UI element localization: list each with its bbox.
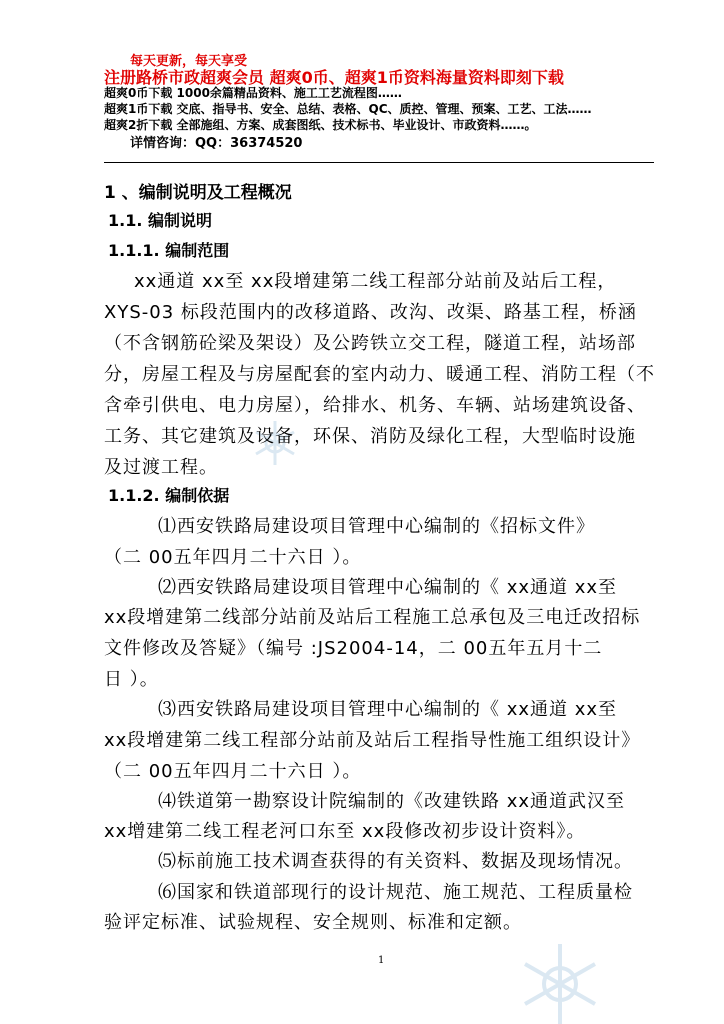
scope-line: 及过渡工程。 — [104, 457, 218, 478]
scope-line: （不含钢筋砼梁及架设）及公跨铁立交工程，隧道工程，站场部 — [104, 333, 636, 354]
basis-line: ⑶西安铁路局建设项目管理中心编制的《 xx通道 xx至 — [158, 699, 618, 720]
basis-line: ⑴西安铁路局建设项目管理中心编制的《招标文件》 — [158, 516, 595, 537]
section-heading-1-1-2: 1.1.2. 编制依据 — [108, 486, 230, 505]
basis-line: （二 00五年四月二十六日 ）。 — [104, 761, 362, 782]
basis-line: ⑷铁道第一勘察设计院编制的《改建铁路 xx通道武汉至 — [158, 791, 626, 812]
scope-line: 含牵引供电、电力房屋），给排水、机务、车辆、站场建筑设备、 — [104, 395, 646, 416]
basis-line: xx段增建第二线工程部分站前及站后工程指导性施工组织设计》 — [104, 730, 641, 751]
page-number: 1 — [378, 955, 385, 966]
basis-line: 日 ）。 — [104, 669, 159, 690]
scope-line: 工务、其它建筑及设备，环保、消防及绿化工程，大型临时设施 — [104, 426, 636, 447]
basis-line: ⑸标前施工技术调查获得的有关资料、数据及现场情况。 — [158, 851, 633, 872]
ad-line-1coin: 超爽1币下载 交底、指导书、安全、总结、表格、QC、质控、管理、预案、工艺、工法…… — [104, 102, 592, 116]
scope-line: 分，房屋工程及与房屋配套的室内动力、暖通工程、消防工程（不 — [104, 364, 655, 385]
ad-line-0coin: 超爽0币下载 1000余篇精品资料、施工工艺流程图…… — [104, 86, 402, 100]
watermark-snowflake-icon-large — [515, 940, 605, 1024]
section-heading-1-1-1: 1.1.1. 编制范围 — [108, 241, 230, 260]
header-divider — [104, 162, 654, 163]
section-heading-1-1: 1.1. 编制说明 — [108, 211, 212, 230]
scope-line: xx通道 xx至 xx段增建第二线工程部分站前及站后工程， — [134, 271, 617, 292]
basis-line: xx增建第二线工程老河口东至 xx段修改初步设计资料》。 — [104, 821, 586, 842]
basis-line: xx段增建第二线部分站前及站后工程施工总承包及三电迁改招标 — [104, 607, 641, 628]
scope-line: XYS-03 标段范围内的改移道路、改沟、改渠、路基工程，桥涵 — [104, 302, 637, 323]
section-heading-1: 1 、编制说明及工程概况 — [104, 183, 292, 203]
basis-line: ⑹国家和铁道部现行的设计规范、施工规范、工程质量检 — [158, 882, 633, 903]
ad-contact: 详情咨询：QQ：36374520 — [130, 136, 303, 151]
ad-tagline: 每天更新，每天享受 — [130, 54, 248, 69]
basis-line: 验评定标准、试验规程、安全规则、标准和定额。 — [104, 912, 522, 933]
ad-line-discount: 超爽2折下载 全部施组、方案、成套图纸、技术标书、毕业设计、市政资料……。 — [104, 118, 537, 132]
basis-line: （二 00五年四月二十六日 ）。 — [104, 547, 362, 568]
ad-headline: 注册路桥市政超爽会员 超爽0币、超爽1币资料海量资料即刻下载 — [104, 68, 564, 87]
basis-line: 文件修改及答疑》（编号 :JS2004-14，二 00五年五月十二 — [104, 638, 603, 659]
basis-line: ⑵西安铁路局建设项目管理中心编制的《 xx通道 xx至 — [158, 577, 618, 598]
